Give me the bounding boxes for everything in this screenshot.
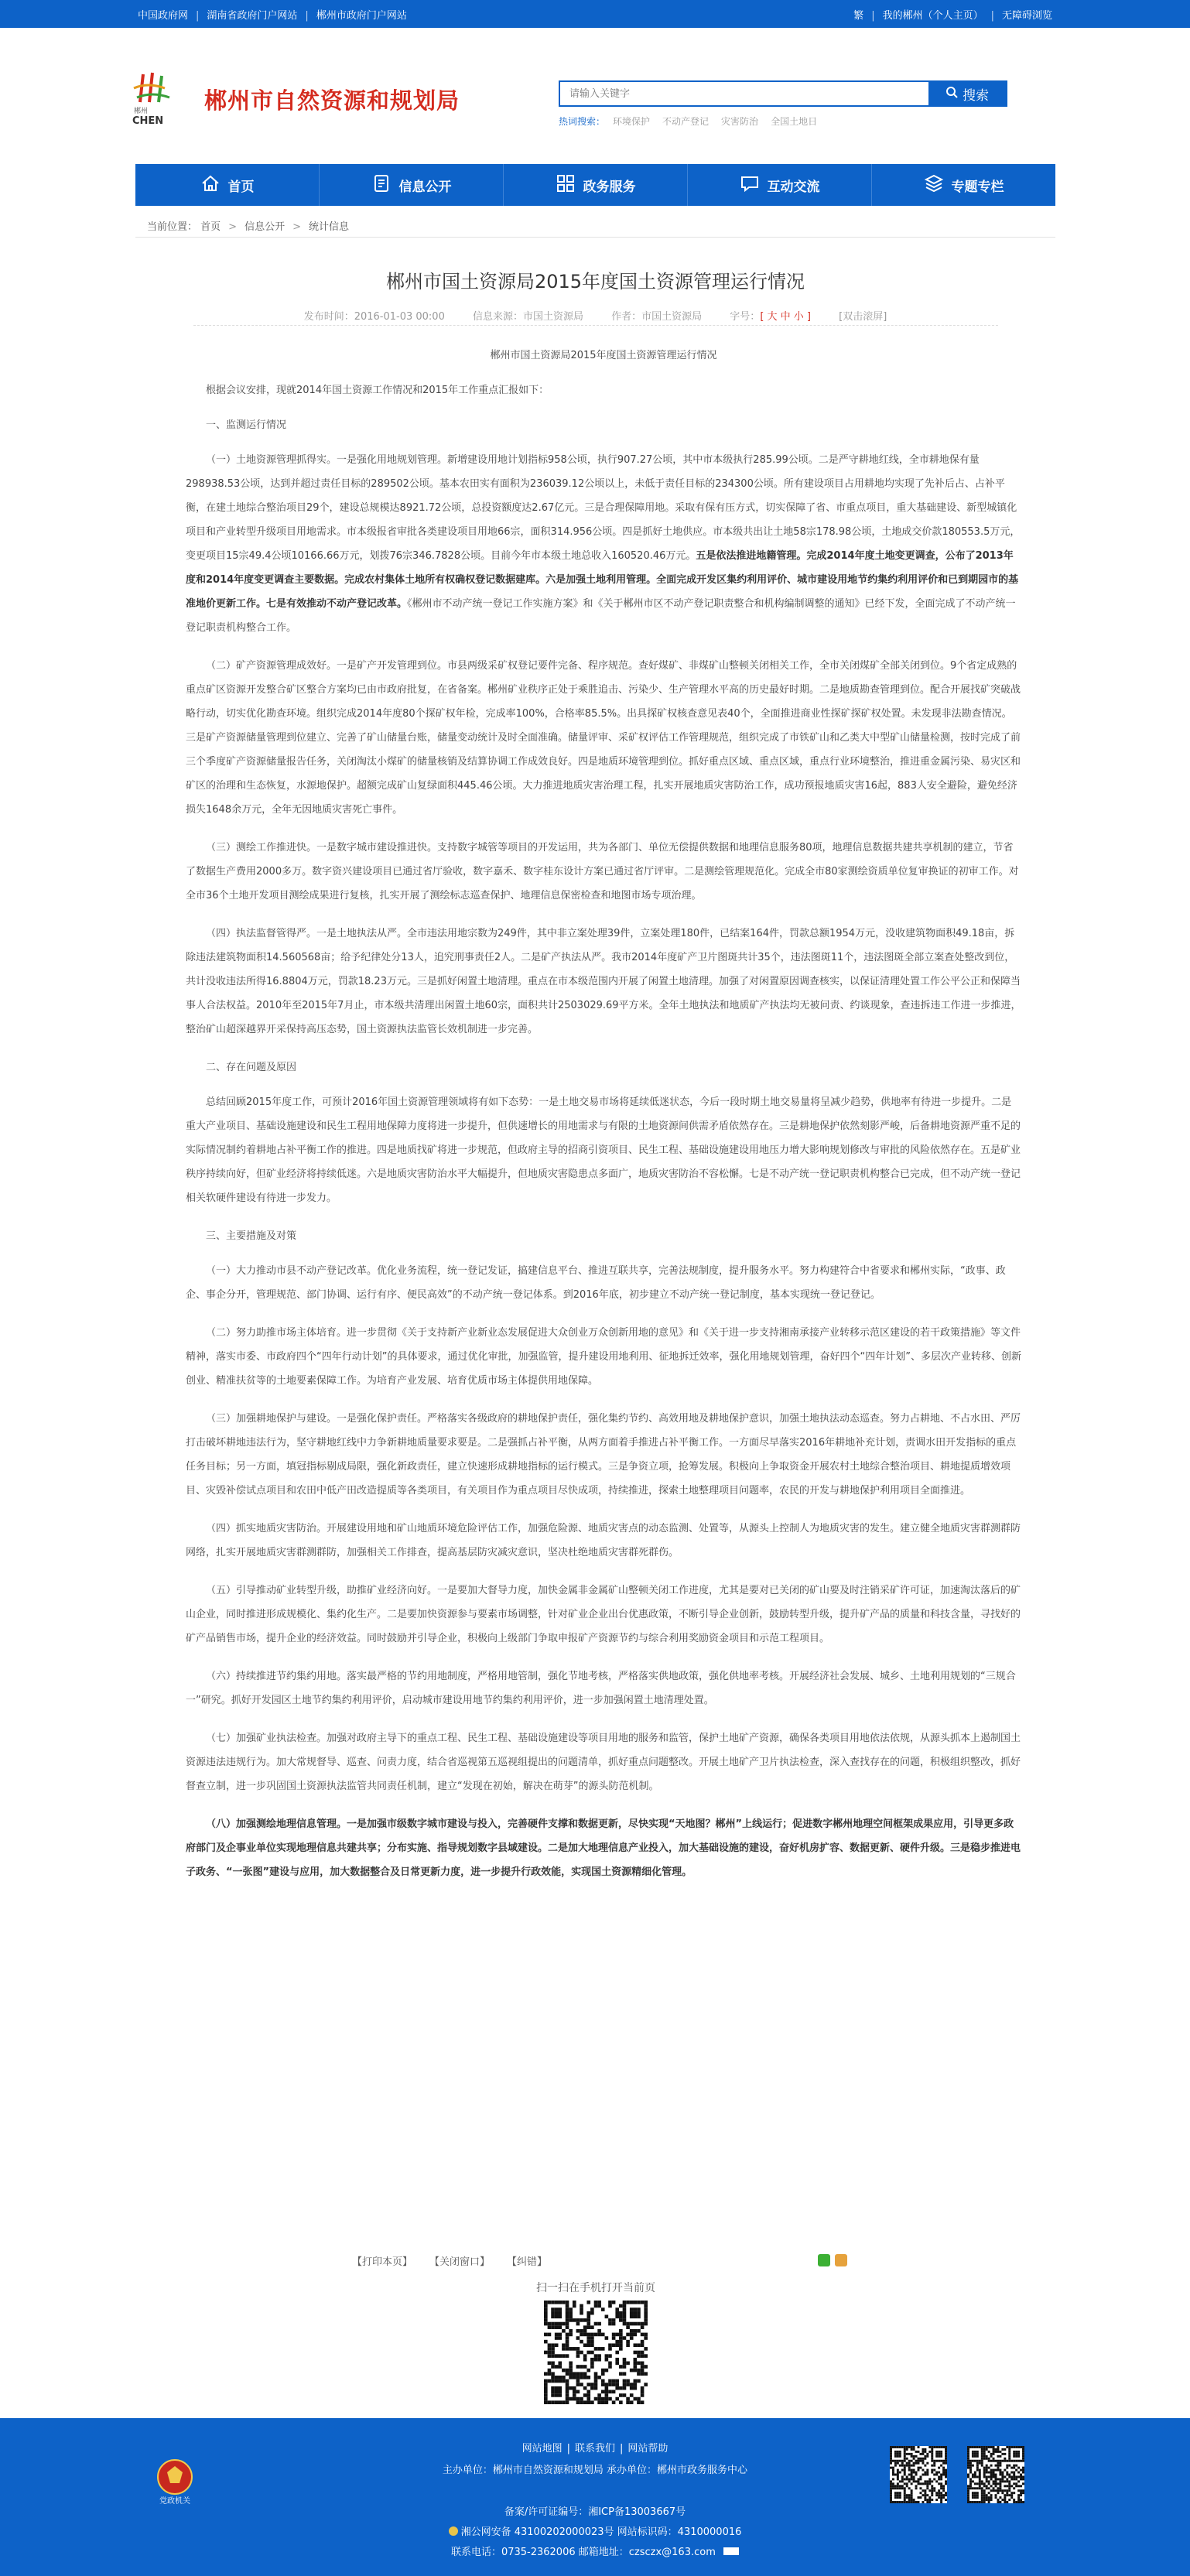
- emblem-label: 党政机关: [159, 2497, 190, 2506]
- breadcrumb: 当前位置： 首页 > 信息公开 > 统计信息: [147, 221, 350, 233]
- paragraph: （四）执法监督管得严。一是土地执法从严。全市违法用地宗数为249件，其中非立案处理39件，立案处理180件，已结案164件，罚款总额1954万元，没收建筑物面积49.18亩，拆除违法建筑物面积14.560568亩；给予纪律处分13人，追究刑事责任2人。二是矿产执法从严。我市2014年度矿产卫片图斑共计35个，违法图斑11个，违法图斑全部立案查处整改到位，共计没收违法所得16.8804万元，罚款18.23万元。三是抓好闲置土地清理。重点在市本级范围内开展了闲置土地清理。加强了对闲置原因调查核实，以保证清理处置工作公平公正和保障当事人合法权益。2010年至2015年7月止，市本级共清理出闲置土地60宗，面积共计2503029.69平方米。全年土地执法和地质矿产执法均无被问责、约谈现象，查违拆违工作进一步推进，整治矿山超深越界开采保持高压态势，国土资源执法监管长效机制进一步完善。: [186, 928, 1021, 1035]
- hot-words: [559, 115, 829, 128]
- share-buttons: [818, 2254, 847, 2266]
- paragraph: （一）土地资源管理抓得实。一是强化用地规划管理。新增建设用地计划指标958公顷，执行907.27公顷，其中市本级执行285.99公顷。二是严守耕地红线，全市耕地保有量298938.53公顷，达到并超过责任目标的289502公顷。基本农田实有面积为236039.12公顷以上，未低于责任目标的234300公顷。所有建设项目占用耕地均实现了先补后占、占补平衡，在建土地综合整治项目29个，建设总规模达8921.72公顷，总投资额度达2.67亿元。三是合理保障用地。采取有保有压方式，切实保障了省、市重点项目，重大基础建设、新型城镇化项目和产业转型升级项目用地需求。市本级报省审批各类建设项目用地66宗，面积314.956公顷。四是抓好土地供应。市本级共出让土地58宗178.98公顷，土地成交价款180553.5万元，变更项目15宗49.4公顷10166.66万元，划拨76宗346.7828公顷。目前今年市本级土地总收入160520.46万元。五是依法推进地籍管理。完成2014年度土地变更调查，公布了2013年度和2014年度变更调查主要数据。完成农村集体土地所有权确权登记数据建库。六是加强土地利用管理。全面完成开发区集约利用评价、城市建设用地节约集约利用评价和已到期园市的基准地价更新工作。七是有效推动不动产登记改革。《郴州市不动产统一登记工作实施方案》和《关于郴州市区不动产登记职责整合和机构编制调整的通知》已经下发，全面完成了不动产统一登记职责机构整合工作。: [186, 454, 1021, 634]
- weibo-icon[interactable]: [835, 2254, 847, 2266]
- search-button-label: 搜索: [963, 87, 989, 104]
- section-heading: 一、监测运行情况: [206, 419, 287, 431]
- search-icon: [946, 86, 958, 102]
- auto-scroll-toggle[interactable]: [双击滚屏]: [839, 311, 887, 323]
- paragraph: （三）测绘工作推进快。一是数字城市建设推进快。支持数字城管等项目的开发运用，共为各部门、单位无偿提供数据和地理信息服务80项，地理信息数据共建共享机制的建立，节省了数据生产费用2000多万。数字资兴建设项目已通过省厅验收，数字嘉禾、数字桂东设计方案已通过省厅评审。二是测绘管理规范化。完成全市80家测绘资质单位复审换证的初审工作。对全市36个土地开发项目测绘成果进行复核，扎实开展了测绘标志巡查保护、地理信息保密检查和地图市场专项治理。: [186, 842, 1019, 901]
- search-button[interactable]: [928, 82, 1006, 105]
- article-tools: [352, 2249, 847, 2272]
- breadcrumb-label: 当前位置：: [147, 221, 198, 233]
- footer-record[interactable]: 备案/许可证编号：湘ICP备13003667号: [504, 2506, 686, 2518]
- paragraph: （五）引导推动矿业转型升级，助推矿业经济向好。一是要加大督导力度，加快金属非金属矿山整顿关闭工作进度，尤其是要对已关闭的矿山要及时注销采矿许可证，加速淘汰落后的矿山企业，同时推进形成规模化、集约化生产。二是要加快资源参与要素市场调整，针对矿业企业出台优惠政策，不断引导企业创新，鼓励转型升级，提升矿产品的质量和科技含量，寻找好的矿产品销售市场，提升企业的经济效益。同时鼓励并引导企业，积极向上级部门争取申报矿产资源节约与综合利用奖励资金项目和示范工程项目。: [186, 1585, 1021, 1644]
- paragraph: （四）抓实地质灾害防治。开展建设用地和矿山地质环境危险评估工作，加强危险源、地质灾害点的动态监测、处置等，从源头上控制人为地质灾害的发生。建立健全地质灾害群测群防网络，扎实开展地质灾害群测群防，加强相关工作排查，提高基层防灾减灾意识，坚决杜绝地质灾害群死群伤。: [186, 1523, 1021, 1558]
- article-body: [186, 344, 1021, 1898]
- document-icon: [371, 173, 392, 197]
- nav-services-label: 政务服务: [583, 179, 636, 195]
- footer-host: 主办单位：郴州市自然资源和规划局 承办单位：郴州市政务服务中心: [442, 2465, 748, 2476]
- divider: [135, 237, 1055, 238]
- paragraph: （二）矿产资源管理成效好。一是矿产开发管理到位。市县两级采矿权登记要件完备、程序规范。查好煤矿、非煤矿山整顿关闭相关工作，全市关闭煤矿全部关闭到位。9个省定成熟的重点矿区资源开发整合矿区整合方案均已由市政府批复，在省备案。郴州矿业秩序正处于乘胜追击、污染少、生产管理水平高的历史最好时期。二是地质勘查管理到位。配合开展找矿突破战略行动，切实优化勘查环境。组织完成2014年度80个探矿权年检，完成率100%，合格率85.5%。出具探矿权核查意见表40个，全面推进商业性探矿探矿权处置。未发现非法勘查情况。三是矿产资源储量管理到位建立、完善了矿山储量台账，储量变动统计及时全面准确。储量评审、采矿权评估工作管理规范，组织完成了市铁矿山和乙类大中型矿山储量检测，按时完成了前三个季度矿产资源储量报告任务，关闭淘汰小煤矿的储量核销及结算协调工作成效良好。四是地质环境管理到位。抓好重点区域、重点区域，重点行业环境整治，推进重金属污染、易灾区和矿区的治理和生态恢复，水源地保护。超额完成矿山复绿面积445.46公顷。大力推进地质灾害治理工程，扎实开展地质灾害防治工作，成功预报地质灾害16起，883人安全避险，避免经济损失1648余万元，全年无因地质灾害死亡事件。: [186, 660, 1021, 816]
- breadcrumb-home[interactable]: 首页: [200, 221, 221, 233]
- link-gov-hunan[interactable]: 湖南省政府门户网站: [207, 9, 298, 22]
- footer-links: 网站地图 | 联系我们 | 网站帮助: [521, 2443, 669, 2455]
- print-button[interactable]: 【打印本页】: [352, 2256, 413, 2268]
- home-icon: [200, 173, 221, 197]
- logo-sub: 郴州: [134, 108, 149, 115]
- police-badge-icon: [449, 2526, 458, 2536]
- article-meta: [135, 308, 1055, 323]
- main-nav: [135, 164, 1055, 206]
- topics-icon: [924, 173, 944, 197]
- page-qr-code: [544, 2301, 648, 2404]
- wechat-icon[interactable]: [818, 2254, 830, 2266]
- paragraph: （一）大力推动市县不动产登记改革。优化业务流程，统一登记发证，搞建信息平台、推进互联共享，完善法规制度，提升服务水平。努力构建符合中省要求和郴州实际，“政事、政企、事企分开，管理规范、部门协调、运行有序、便民高效”的不动产统一登记体系。到2016年底，初步建立不动产统一登记制度，基本实现统一登记登记。: [186, 1265, 1006, 1301]
- nav-info-label: 信息公开: [398, 179, 452, 195]
- search-input[interactable]: [560, 82, 928, 105]
- nav-home[interactable]: [135, 164, 320, 206]
- paragraph: （六）持续推进节约集约用地。落实最严格的节约用地制度，严格用地管制，强化节地考核，严格落实供地政策，强化供地率考核。开展经济社会发展、城乡、土地利用规划的“三规合一”研究。抓好开发园区土地节约集约利用评价，启动城市建设用地节约集约利用评价，进一步加强闲置土地清理处置。: [186, 1671, 1016, 1706]
- font-size-switcher[interactable]: [ 大 中 小 ]: [760, 311, 811, 323]
- article-subtitle: 郴州市国土资源局2015年度国土资源管理运行情况: [490, 350, 717, 361]
- breadcrumb-info[interactable]: 信息公开: [244, 221, 286, 233]
- report-error-button[interactable]: 【纠错】: [507, 2256, 548, 2268]
- hot-word[interactable]: 全国土地日: [771, 116, 818, 127]
- nav-home-label: 首页: [227, 179, 255, 195]
- header: [0, 28, 1190, 164]
- contact-link[interactable]: 联系我们: [574, 2443, 615, 2455]
- nav-info-disclosure[interactable]: [320, 164, 504, 206]
- section-heading: 三、主要措施及对策: [206, 1230, 297, 1242]
- search-box: [559, 80, 1007, 107]
- meta-source: 信息来源：市国土资源局: [472, 311, 583, 323]
- link-gov-china[interactable]: 中国政府网: [138, 9, 189, 22]
- footer-qr-code-1: [890, 2446, 947, 2503]
- meta-date: 发布时间：2016-01-03 00:00: [303, 311, 445, 323]
- paragraph: （七）加强矿业执法检查。加强对政府主导下的重点工程、民生工程、基础设施建设等项目用地的服务和监管，保护土地矿产资源，确保各类项目用地依法依规，从源头抓本上遏制国土资源违法违规行为。加大常规督导、巡查、问责力度，结合省巡视第五巡视组提出的问题清单，抓好重点问题整改。开展土地矿产卫片执法检查，深入查找存在的问题，积极组织整改，抓好督查立制，进一步巩固国土资源执法监管共同责任机制，建立“发现在初始，解决在萌芽”的源头防范机制。: [186, 1733, 1021, 1792]
- link-gov-chenzhou[interactable]: 郴州市政府门户网站: [316, 9, 407, 22]
- site-title: 郴州市自然资源和规划局: [204, 87, 460, 114]
- section-heading: 二、存在问题及原因: [206, 1062, 297, 1073]
- nav-interaction[interactable]: [688, 164, 872, 206]
- nav-special-topics[interactable]: [872, 164, 1055, 206]
- hot-words-label: 热词搜索：: [559, 116, 606, 127]
- top-bar: [0, 0, 1190, 28]
- sitemap-link[interactable]: 网站地图: [521, 2443, 563, 2455]
- paragraph: （二）努力助推市场主体培育。进一步贯彻《关于支持新产业新业态发展促进大众创业万众创新用地的意见》和《关于进一步支持湘南承接产业转移示范区建设的若干政策措施》等文件精神，落实市委、市政府四个“四年行动计划”的具体要求，通过优化审批，加强监管，提升建设用地利用、征地拆迁效率，强化用地规划管理，奋好四个“四年计划”、多层次产业转移、创新创业、精准扶贫等的土地要素保障工作。为培育产业发展、培育优质市场主体提供用地保障。: [186, 1327, 1021, 1387]
- footer-qr-code-2: [967, 2446, 1024, 2503]
- nav-services[interactable]: [504, 164, 688, 206]
- top-links: 中国政府网 | 湖南省政府门户网站 | 郴州市政府门户网站: [138, 9, 407, 22]
- qr-label: 扫一扫在手机打开当前页: [536, 2282, 655, 2294]
- services-icon: [556, 173, 576, 197]
- chat-icon: [740, 173, 760, 197]
- top-right: 繁 | 我的郴州（个人主页） | 无障碍浏览: [853, 9, 1052, 22]
- breadcrumb-stats[interactable]: 统计信息: [309, 221, 350, 233]
- hot-word[interactable]: 不动产登记: [662, 116, 710, 127]
- paragraph: 总结回顾2015年度工作，可预计2016年国土资源管理领域将有如下态势：一是土地交易市场将延续低迷状态，今后一段时期土地交易量将呈减少趋势，供地率有待进一步提升。二是重大产业项目、基础设施建设和民生工程用地保障力度将进一步提升，但供速增长的用地需求与有限的土地资源间供需矛盾依然存在。三是耕地保护依然刻影严峻，后备耕地资源严重不足的实际情况制约着耕地占补平衡工作的推进。四是地质找矿将进一步规范，但政府主导的招商引资项目、民生工程、基础设施建设用地压力增大影响规划修改与审批的风险依然存在。五是矿业秩序持续向好，但矿业经济将持续低迷。六是地质灾害防治水平大幅提升，但地质灾害隐患点多面广，地质灾害防治不容松懈。七是不动产统一登记职责机构整合已完成，但不动产统一登记相关软硬件建设有待进一步发力。: [186, 1096, 1021, 1204]
- accessibility-link[interactable]: 无障碍浏览: [1001, 9, 1052, 22]
- paragraph: （八）加强测绘地理信息管理。一是加强市级数字城市建设与投入，完善硬件支撑和数据更新，尽快实现“天地图？郴州”上线运行；促进数字郴州地理空间框架成果应用，引导更多政府部门及企事业单位实现地理信息共建共享；分布实施、指导规划数字县域建设。二是加大地理信息产业投入，加大基础设施的建设，奋好机房扩容、数据更新、硬件升级。三是稳步推进电子政务、“一张图”建设与应用，加大数据整合及日常更新力度，进一步提升行政效能，实现国土资源精细化管理。: [186, 1818, 1021, 1878]
- close-window-button[interactable]: 【关闭窗口】: [429, 2256, 491, 2268]
- personal-home-link[interactable]: 我的郴州（个人主页）: [882, 9, 983, 22]
- paragraph: （三）加强耕地保护与建设。一是强化保护责任。严格落实各级政府的耕地保护责任，强化集约节约、高效用地及耕地保护意识，加强土地执法动态巡查。努力占耕地、不占水田、严厉打击破坏耕地违法行为，坚守耕地红线中力争新耕地质量要求要是。二是强抓占补平衡，从两方面着手推进占补平衡工作。一方面尽早落实2016年耕地补充计划，责调水田开发指标的重点任务目标；另一方面，填冠指标剔成局限，强化新政责任，建立快速形成耕地指标的运行模式。三是争资立项，抢筹发展。积极向上争取资金开展农村土地综合整治项目、耕地提质增效项目、灾毁补偿试点项目和农田中低产田改造提质等各类项目，有关项目作为重点项目尽快成项，持续推进，探索土地整理项目问题率，农民的开发与耕地保护利用项目全面推进。: [186, 1413, 1021, 1497]
- article-title: 郴州市国土资源局2015年度国土资源管理运行情况: [385, 271, 805, 292]
- party-gov-emblem[interactable]: [153, 2458, 197, 2506]
- mail-badge-icon: [723, 2547, 739, 2555]
- meta-author: 作者：市国土资源局: [611, 311, 703, 323]
- help-link[interactable]: 网站帮助: [627, 2443, 669, 2455]
- site-logo[interactable]: [129, 71, 179, 127]
- hot-word[interactable]: 灾害防治: [721, 116, 759, 127]
- divider: [193, 325, 998, 326]
- footer-contact: 联系电话：0735-2362006 邮箱地址：czsczx@163.com: [0, 2544, 1190, 2558]
- logo-text: CHEN: [132, 115, 164, 127]
- hot-word[interactable]: 环境保护: [613, 116, 651, 127]
- paragraph: 根据会议安排，现就2014年国土资源工作情况和2015年工作重点汇报如下：: [206, 385, 549, 396]
- traditional-chinese-link[interactable]: 繁: [853, 9, 864, 22]
- footer: [0, 2418, 1190, 2576]
- font-size-label: 字号：: [730, 311, 761, 323]
- nav-topics-label: 专题专栏: [951, 179, 1004, 195]
- footer-police: 湘公网安备 43100202000023号 网站标识码：4310000016: [0, 2523, 1190, 2538]
- nav-interaction-label: 互动交流: [767, 179, 820, 195]
